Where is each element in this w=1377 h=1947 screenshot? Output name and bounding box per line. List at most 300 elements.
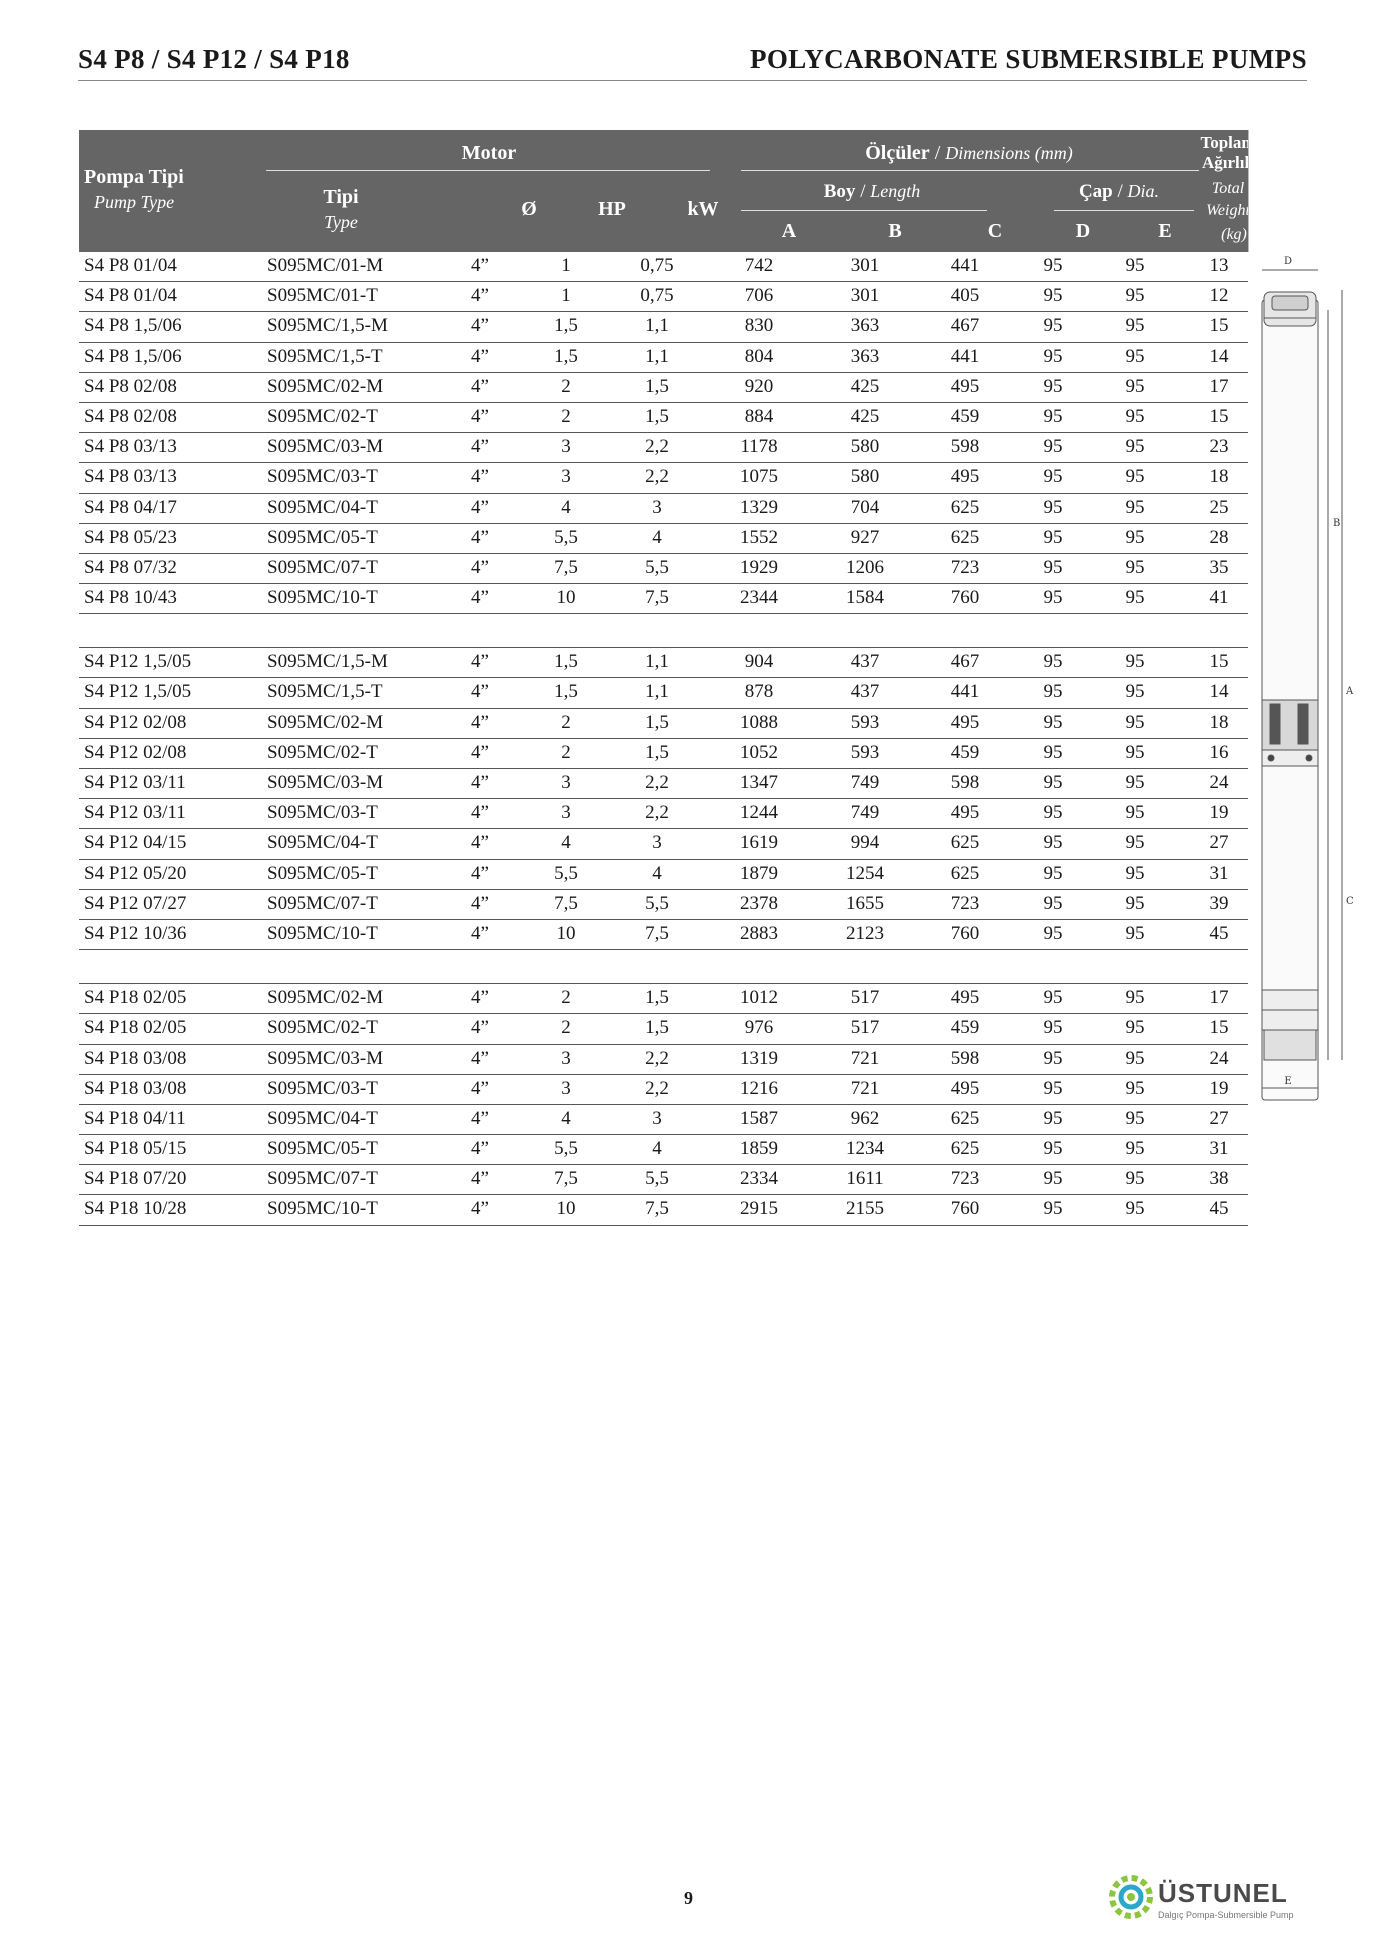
- hp-cell: 3: [561, 1077, 571, 1099]
- kw-cell: 1,5: [645, 741, 669, 763]
- dim-d-cell: 95: [1043, 345, 1063, 367]
- table-row: [79, 494, 1248, 524]
- dim-c-cell: 598: [950, 772, 980, 793]
- weight-cell: 14: [1209, 345, 1229, 367]
- motor-type-cell: S095MC/07-T: [267, 892, 378, 914]
- dim-a-cell: 884: [744, 405, 774, 427]
- diameter-cell: 4”: [471, 1138, 489, 1160]
- weight-cell: 35: [1209, 556, 1229, 578]
- dim-d-cell: 95: [1043, 832, 1063, 854]
- kw-cell: 1,5: [645, 1017, 669, 1039]
- dia-heading-tr: Çap: [1078, 181, 1113, 202]
- dim-b-cell: 962: [850, 1107, 880, 1129]
- hp-cell: 2: [561, 741, 571, 763]
- hp-cell: 3: [561, 772, 571, 793]
- dim-b-cell: 593: [850, 741, 880, 763]
- dim-b-cell: 1584: [846, 587, 884, 609]
- dim-c-cell: 467: [950, 651, 980, 673]
- motor-type-cell: S095MC/07-T: [267, 556, 378, 578]
- dim-e-cell: 95: [1125, 255, 1145, 276]
- weight-cell: 16: [1209, 741, 1229, 763]
- pump-type-cell: S4 P12 1,5/05: [84, 651, 192, 673]
- dim-b-cell: 927: [850, 526, 880, 548]
- table-row: [79, 524, 1248, 554]
- kw-cell: 7,5: [645, 1198, 669, 1220]
- dim-e-cell: 95: [1125, 1107, 1145, 1129]
- table-header: [79, 130, 1256, 252]
- diameter-cell: 4”: [471, 556, 489, 578]
- dim-a-cell: 1347: [740, 772, 778, 793]
- pump-type-cell: S4 P18 02/05: [84, 1017, 187, 1039]
- header-divider: [78, 80, 1307, 81]
- dim-e-cell: 95: [1125, 345, 1145, 367]
- kw-cell: 5,5: [645, 892, 669, 914]
- diameter-cell: 4”: [471, 892, 489, 914]
- motor-type-cell: S095MC/1,5-T: [267, 681, 383, 703]
- hp-cell: 1,5: [554, 651, 578, 673]
- dim-b-cell: 721: [850, 1077, 880, 1099]
- group-separator: [79, 614, 1248, 648]
- table-row: [79, 1014, 1248, 1044]
- dim-b-cell: 749: [850, 772, 880, 793]
- pump-type-cell: S4 P18 03/08: [84, 1047, 187, 1069]
- dim-e-cell: 95: [1125, 436, 1145, 458]
- dia-heading: Çap / Dia.: [1078, 181, 1160, 202]
- pump-type-cell: S4 P8 01/04: [84, 255, 177, 276]
- dim-a-cell: 1088: [740, 711, 778, 733]
- weight-cell: 27: [1209, 1107, 1229, 1129]
- brand-name: ÜSTUNEL: [1158, 1878, 1288, 1908]
- dim-e-cell: 95: [1125, 832, 1145, 854]
- table-row: [79, 373, 1248, 403]
- dim-c-cell: 467: [950, 315, 980, 337]
- dim-c-cell: 459: [950, 405, 980, 427]
- motor-type-cell: S095MC/03-M: [267, 772, 384, 793]
- pump-type-cell: S4 P12 03/11: [84, 802, 186, 824]
- weight-cell: 24: [1209, 772, 1229, 793]
- diameter-cell: 4”: [471, 526, 489, 548]
- table-row: [79, 829, 1248, 859]
- weight-cell: 38: [1209, 1168, 1229, 1190]
- dim-d-cell: 95: [1043, 405, 1063, 427]
- dim-c-cell: 495: [950, 1077, 980, 1099]
- pump-type-cell: S4 P8 02/08: [84, 375, 177, 397]
- kw-heading: kW: [687, 198, 719, 220]
- dim-d-cell: 95: [1043, 862, 1063, 884]
- diameter-cell: 4”: [471, 772, 489, 793]
- dim-a-cell: 1319: [740, 1047, 778, 1069]
- dim-b-cell: 437: [850, 651, 880, 673]
- dim-c-cell: 625: [950, 496, 980, 518]
- dim-d-cell: 95: [1043, 466, 1063, 488]
- pump-type-cell: S4 P12 03/11: [84, 772, 186, 793]
- dia-heading-en: Dia.: [1127, 181, 1160, 201]
- kw-cell: 1,1: [645, 345, 669, 367]
- pump-type-cell: S4 P8 03/13: [84, 436, 177, 458]
- table-row: [79, 1135, 1248, 1165]
- kw-cell: 0,75: [640, 255, 674, 276]
- weight-cell: 45: [1209, 922, 1229, 944]
- table-row: [79, 1075, 1248, 1105]
- diameter-cell: 4”: [471, 987, 489, 1009]
- weight-cell: 27: [1209, 832, 1229, 854]
- pump-type-cell: S4 P8 04/17: [84, 496, 177, 518]
- table-row: [79, 584, 1248, 614]
- hp-cell: 3: [561, 466, 571, 488]
- dim-c-cell: 441: [950, 345, 980, 367]
- table-row: [79, 920, 1248, 950]
- weight-cell: 45: [1209, 1198, 1229, 1220]
- dim-b-cell: 2155: [846, 1198, 884, 1220]
- dim-a-cell: 878: [744, 681, 774, 703]
- motor-type-cell: S095MC/07-T: [267, 1168, 378, 1190]
- col-c-heading: C: [987, 220, 1003, 242]
- weight-heading-en1: Total: [1211, 180, 1245, 197]
- dim-a-cell: 830: [744, 315, 774, 337]
- motor-type-heading: Tipi: [323, 186, 359, 208]
- diameter-cell: 4”: [471, 285, 489, 307]
- hp-cell: 4: [561, 1107, 571, 1129]
- pump-type-cell: S4 P8 05/23: [84, 526, 177, 548]
- weight-heading-tr2: Ağırlık: [1202, 153, 1254, 172]
- diameter-cell: 4”: [471, 741, 489, 763]
- table-row: [79, 860, 1248, 890]
- motor-type-cell: S095MC/02-M: [267, 375, 384, 397]
- dim-c-cell: 495: [950, 466, 980, 488]
- weight-cell: 19: [1209, 1077, 1229, 1099]
- pump-type-cell: S4 P8 03/13: [84, 466, 177, 488]
- hp-cell: 2: [561, 405, 571, 427]
- length-heading: Boy / Length: [823, 181, 921, 202]
- hp-cell: 1,5: [554, 315, 578, 337]
- hp-cell: 5,5: [554, 862, 578, 884]
- dimensions-heading: [734, 142, 1204, 165]
- kw-cell: 5,5: [645, 1168, 669, 1190]
- weight-cell: 18: [1209, 711, 1229, 733]
- kw-cell: 4: [652, 526, 662, 548]
- table-row: [79, 312, 1248, 342]
- dim-b-cell: 994: [850, 832, 880, 854]
- weight-cell: 23: [1209, 436, 1229, 458]
- dim-c-cell: 760: [950, 1198, 980, 1220]
- dim-d-cell: 95: [1043, 285, 1063, 307]
- pump-type-cell: S4 P12 1,5/05: [84, 681, 192, 703]
- hp-cell: 3: [561, 802, 571, 824]
- dim-b-cell: 1254: [846, 862, 884, 884]
- kw-cell: 0,75: [640, 285, 674, 307]
- pump-type-cell: S4 P18 04/11: [84, 1107, 186, 1129]
- dim-d-cell: 95: [1043, 651, 1063, 673]
- hp-cell: 4: [561, 496, 571, 518]
- diameter-cell: 4”: [471, 1047, 489, 1069]
- motor-type-cell: S095MC/02-T: [267, 1017, 378, 1039]
- dim-b-cell: 301: [850, 255, 880, 276]
- dim-e-cell: 95: [1125, 741, 1145, 763]
- motor-type-cell: S095MC/1,5-M: [267, 315, 388, 337]
- dim-e-cell: 95: [1125, 711, 1145, 733]
- dim-a-cell: 2334: [740, 1168, 778, 1190]
- dim-d-cell: 95: [1043, 1168, 1063, 1190]
- dim-a-cell: 1329: [740, 496, 778, 518]
- table-row: [79, 252, 1248, 282]
- dim-a-cell: 1619: [740, 832, 778, 854]
- col-b-heading: B: [888, 220, 902, 242]
- dim-c-cell: 625: [950, 1107, 980, 1129]
- brand-logo: [1108, 1872, 1308, 1928]
- dim-b-cell: 1655: [846, 892, 884, 914]
- weight-cell: 39: [1209, 892, 1229, 914]
- dim-e-cell: 95: [1125, 892, 1145, 914]
- kw-cell: 2,2: [645, 1047, 669, 1069]
- length-heading-rule: [741, 210, 987, 211]
- diameter-cell: 4”: [471, 1077, 489, 1099]
- pump-type-cell: S4 P12 02/08: [84, 711, 187, 733]
- dim-e-cell: 95: [1125, 315, 1145, 337]
- diameter-cell: 4”: [471, 315, 489, 337]
- dim-e-cell: 95: [1125, 405, 1145, 427]
- hp-cell: 7,5: [554, 556, 578, 578]
- pump-type-cell: S4 P12 10/36: [84, 922, 187, 944]
- weight-cell: 28: [1209, 526, 1229, 548]
- pump-type-cell: S4 P18 07/20: [84, 1168, 187, 1190]
- diameter-cell: 4”: [471, 1198, 489, 1220]
- hp-cell: 4: [561, 832, 571, 854]
- dim-a-cell: 2378: [740, 892, 778, 914]
- pump-type-cell: S4 P12 02/08: [84, 741, 187, 763]
- dim-e-cell: 95: [1125, 496, 1145, 518]
- dim-c-cell: 723: [950, 1168, 980, 1190]
- dim-a-cell: 1012: [740, 987, 778, 1009]
- motor-type-cell: S095MC/03-M: [267, 1047, 384, 1069]
- dim-d-cell: 95: [1043, 892, 1063, 914]
- weight-cell: 17: [1209, 987, 1229, 1009]
- dimensions-heading-rule: [741, 170, 1199, 171]
- hp-cell: 10: [556, 587, 576, 609]
- dim-a-cell: 1244: [740, 802, 778, 824]
- weight-cell: 31: [1209, 1138, 1229, 1160]
- table-row: [79, 343, 1248, 373]
- brand-tagline: Dalgıç Pompa-Submersible Pump: [1158, 1910, 1294, 1920]
- dim-e-cell: 95: [1125, 922, 1145, 944]
- dia-heading-rule: [1054, 210, 1194, 211]
- hp-cell: 2: [561, 711, 571, 733]
- table-row: [79, 739, 1248, 769]
- kw-cell: 7,5: [645, 587, 669, 609]
- dim-a-cell: 1587: [740, 1107, 778, 1129]
- col-e-heading: E: [1158, 220, 1172, 242]
- table-row: [79, 282, 1248, 312]
- diameter-cell: 4”: [471, 651, 489, 673]
- pump-type-heading: Pompa Tipi: [84, 166, 184, 188]
- length-heading-tr: Boy: [823, 181, 856, 202]
- hp-cell: 5,5: [554, 526, 578, 548]
- diameter-heading: Ø: [521, 198, 537, 220]
- dim-a-cell: 2915: [740, 1198, 778, 1220]
- motor-type-cell: S095MC/05-T: [267, 526, 378, 548]
- dimensions-heading-tr: Ölçüler: [865, 142, 930, 164]
- dim-b-cell: 593: [850, 711, 880, 733]
- dim-e-cell: 95: [1125, 1017, 1145, 1039]
- motor-type-heading-en: Type: [324, 212, 358, 232]
- table-row: [79, 769, 1248, 799]
- diameter-cell: 4”: [471, 862, 489, 884]
- hp-cell: 1,5: [554, 681, 578, 703]
- page-number: 9: [684, 1888, 693, 1908]
- kw-cell: 1,1: [645, 681, 669, 703]
- motor-type-cell: S095MC/02-T: [267, 405, 378, 427]
- pump-type-cell: S4 P18 10/28: [84, 1198, 187, 1220]
- table-row: [79, 799, 1248, 829]
- dim-b-cell: 721: [850, 1047, 880, 1069]
- dim-d-cell: 95: [1043, 711, 1063, 733]
- pump-type-cell: S4 P18 05/15: [84, 1138, 187, 1160]
- dim-d-cell: 95: [1043, 1017, 1063, 1039]
- table-row: [79, 984, 1248, 1014]
- motor-type-cell: S095MC/02-T: [267, 741, 378, 763]
- dim-b-cell: 425: [850, 375, 880, 397]
- dim-e-cell: 95: [1125, 1198, 1145, 1220]
- col-d-heading: D: [1075, 220, 1091, 242]
- motor-heading: Motor: [461, 142, 517, 164]
- weight-cell: 25: [1209, 496, 1229, 518]
- hp-cell: 10: [556, 1198, 576, 1220]
- dim-b-cell: 437: [850, 681, 880, 703]
- dim-e-cell: 95: [1125, 1138, 1145, 1160]
- pump-type-cell: S4 P12 05/20: [84, 862, 187, 884]
- dim-d-cell: 95: [1043, 802, 1063, 824]
- hp-cell: 2: [561, 1017, 571, 1039]
- page-models-title: S4 P8 / S4 P12 / S4 P18: [78, 44, 350, 74]
- motor-type-cell: S095MC/02-M: [267, 711, 384, 733]
- dim-a-cell: 920: [744, 375, 774, 397]
- weight-cell: 15: [1209, 1017, 1229, 1039]
- motor-type-cell: S095MC/10-T: [267, 1198, 378, 1220]
- dim-c-cell: 625: [950, 832, 980, 854]
- dim-d-cell: 95: [1043, 1138, 1063, 1160]
- kw-cell: 1,1: [645, 651, 669, 673]
- dim-c-cell: 598: [950, 436, 980, 458]
- table-row: [79, 1165, 1248, 1195]
- dim-c-cell: 495: [950, 987, 980, 1009]
- dim-d-cell: 95: [1043, 681, 1063, 703]
- dim-label-d: D: [1283, 256, 1293, 267]
- motor-type-cell: S095MC/04-T: [267, 496, 378, 518]
- diameter-cell: 4”: [471, 466, 489, 488]
- table-row: [79, 678, 1248, 708]
- pump-type-cell: S4 P8 02/08: [84, 405, 177, 427]
- dim-d-cell: 95: [1043, 1107, 1063, 1129]
- diameter-cell: 4”: [471, 832, 489, 854]
- hp-cell: 3: [561, 436, 571, 458]
- pump-type-cell: S4 P18 02/05: [84, 987, 187, 1009]
- dim-c-cell: 760: [950, 587, 980, 609]
- dim-a-cell: 1879: [740, 862, 778, 884]
- kw-cell: 4: [652, 1138, 662, 1160]
- dim-b-cell: 580: [850, 466, 880, 488]
- motor-type-cell: S095MC/01-M: [267, 255, 384, 276]
- page-title: POLYCARBONATE SUBMERSIBLE PUMPS: [750, 44, 1307, 74]
- motor-type-cell: S095MC/02-M: [267, 987, 384, 1009]
- weight-cell: 12: [1209, 285, 1229, 307]
- dim-c-cell: 495: [950, 802, 980, 824]
- dim-c-cell: 459: [950, 1017, 980, 1039]
- dim-e-cell: 95: [1125, 651, 1145, 673]
- motor-type-cell: S095MC/01-T: [267, 285, 378, 307]
- diameter-cell: 4”: [471, 802, 489, 824]
- table-row: [79, 554, 1248, 584]
- kw-cell: 2,2: [645, 466, 669, 488]
- diameter-cell: 4”: [471, 405, 489, 427]
- dim-c-cell: 441: [950, 255, 980, 276]
- motor-heading-rule: [266, 170, 710, 171]
- dim-b-cell: 363: [850, 315, 880, 337]
- hp-cell: 2: [561, 987, 571, 1009]
- kw-cell: 2,2: [645, 436, 669, 458]
- pump-type-cell: S4 P8 1,5/06: [84, 315, 182, 337]
- weight-cell: 15: [1209, 651, 1229, 673]
- dim-b-cell: 425: [850, 405, 880, 427]
- hp-cell: 1: [561, 285, 571, 307]
- weight-heading-unit: (kg): [1221, 226, 1247, 243]
- diameter-cell: 4”: [471, 681, 489, 703]
- hp-cell: 5,5: [554, 1138, 578, 1160]
- dim-d-cell: 95: [1043, 255, 1063, 276]
- diameter-cell: 4”: [471, 496, 489, 518]
- dim-e-cell: 95: [1125, 587, 1145, 609]
- kw-cell: 3: [652, 832, 662, 854]
- dim-a-cell: 1929: [740, 556, 778, 578]
- table-row: [79, 1105, 1248, 1135]
- motor-type-cell: S095MC/05-T: [267, 1138, 378, 1160]
- table-row: [79, 403, 1248, 433]
- motor-type-cell: S095MC/10-T: [267, 922, 378, 944]
- kw-cell: 1,5: [645, 375, 669, 397]
- weight-cell: 17: [1209, 375, 1229, 397]
- pump-table-body: [79, 252, 1248, 1226]
- weight-cell: 24: [1209, 1047, 1229, 1069]
- diameter-cell: 4”: [471, 255, 489, 276]
- hp-cell: 3: [561, 1047, 571, 1069]
- dim-d-cell: 95: [1043, 772, 1063, 793]
- diameter-cell: 4”: [471, 711, 489, 733]
- hp-cell: 1: [561, 255, 571, 276]
- dim-c-cell: 405: [950, 285, 980, 307]
- dim-e-cell: 95: [1125, 862, 1145, 884]
- dimensions-heading-sep: /: [929, 142, 946, 164]
- dim-b-cell: 749: [850, 802, 880, 824]
- dim-a-cell: 1052: [740, 741, 778, 763]
- dim-e-cell: 95: [1125, 681, 1145, 703]
- kw-cell: 2,2: [645, 1077, 669, 1099]
- diameter-cell: 4”: [471, 345, 489, 367]
- table-row: [79, 463, 1248, 493]
- pump-type-heading-en: Pump Type: [94, 192, 175, 212]
- motor-type-cell: S095MC/1,5-M: [267, 651, 388, 673]
- dim-d-cell: 95: [1043, 1077, 1063, 1099]
- weight-cell: 18: [1209, 466, 1229, 488]
- header-edge: [1248, 130, 1249, 252]
- dim-a-cell: 2344: [740, 587, 778, 609]
- dim-c-cell: 598: [950, 1047, 980, 1069]
- kw-cell: 1,1: [645, 315, 669, 337]
- dim-e-cell: 95: [1125, 802, 1145, 824]
- table-row: [79, 433, 1248, 463]
- dim-d-cell: 95: [1043, 436, 1063, 458]
- weight-heading-en2: Weight: [1206, 202, 1250, 219]
- dim-e-cell: 95: [1125, 1168, 1145, 1190]
- pump-drawing: [1258, 250, 1358, 1130]
- dim-b-cell: 517: [850, 1017, 880, 1039]
